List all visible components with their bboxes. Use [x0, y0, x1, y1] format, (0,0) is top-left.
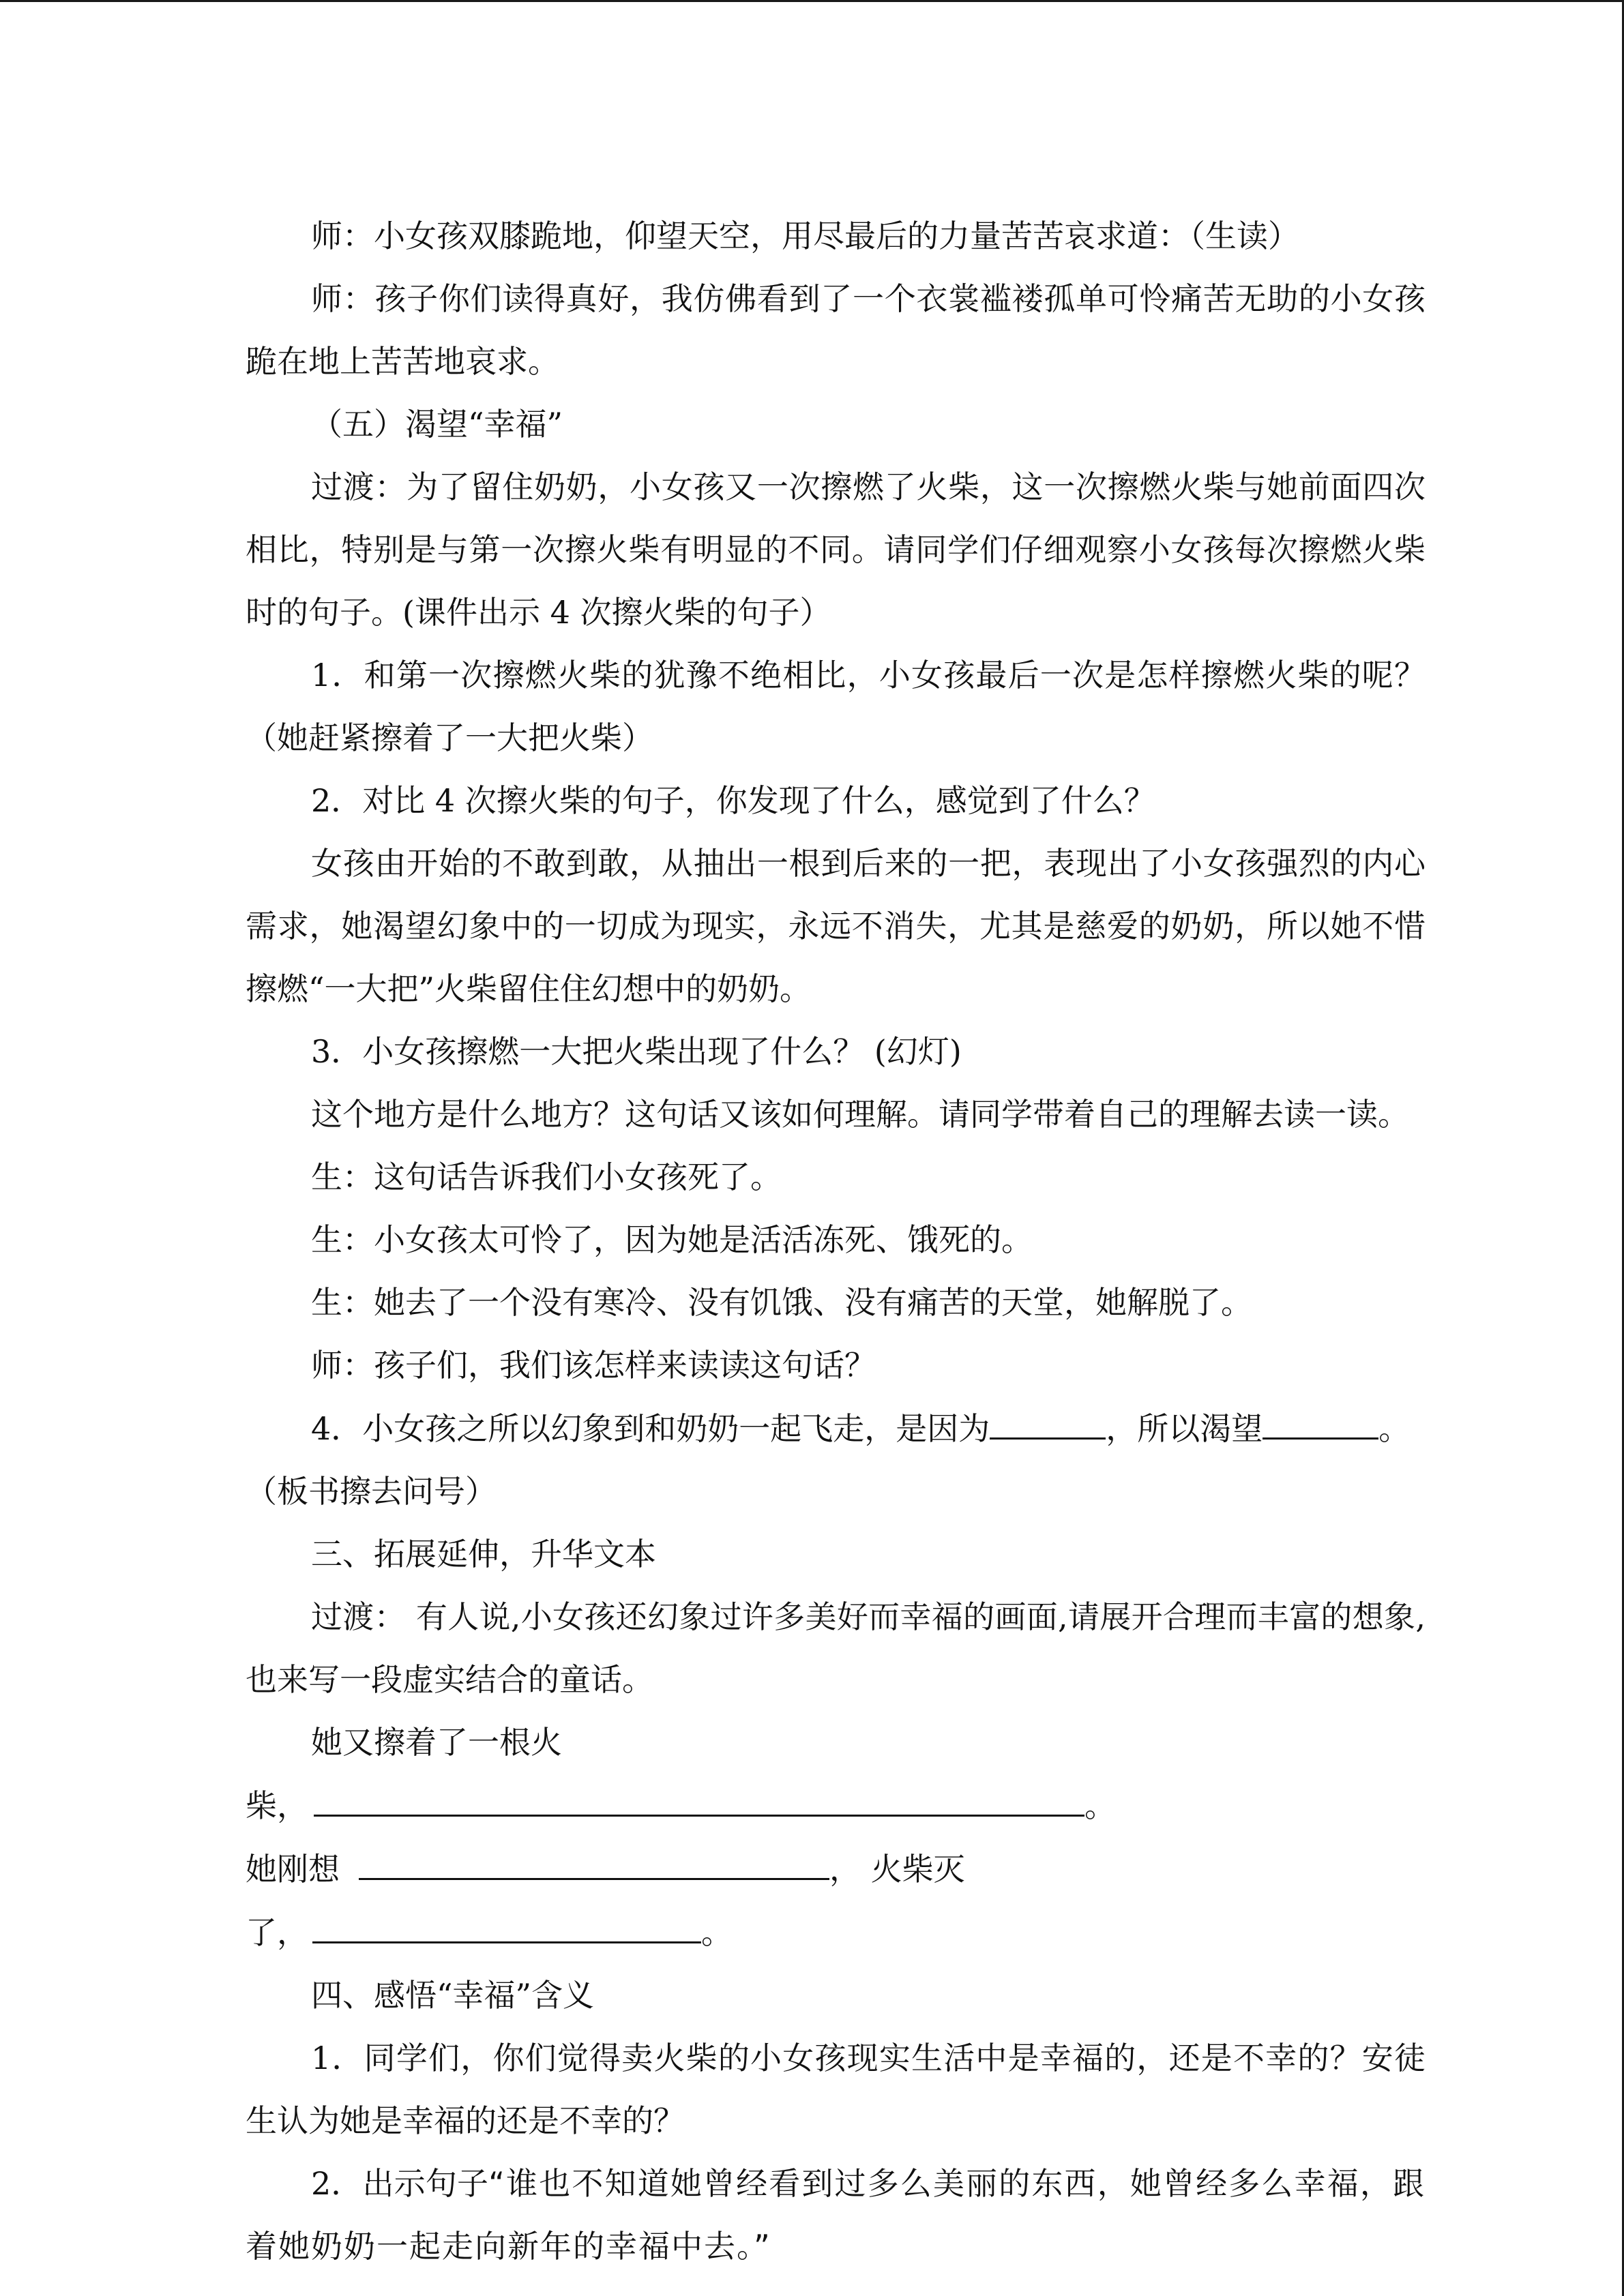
fill-blank-reason: [990, 1397, 1106, 1440]
document-body: [246, 205, 1426, 2278]
writing-line-1-text: 柴，: [246, 1787, 308, 1824]
student-answer-1: 生：这句话告诉我们小女孩死了。: [311, 1159, 782, 1195]
happiness-question-2-label: 2．出示句子: [311, 2165, 489, 2202]
question-3: 3．小女孩擦燃一大把火柴出现了什么？ (幻灯): [311, 1033, 962, 1070]
writing-line-1-end: 。: [1084, 1787, 1116, 1824]
board-note: （板书擦去问号）: [246, 1473, 497, 1510]
writing-blank-1: [314, 1774, 1084, 1817]
happiness-question-2: [246, 2152, 1426, 2278]
writing-line-2-text: 她刚想: [246, 1851, 340, 1888]
paragraph-teacher-praise: 师：孩子你们读得真好，我仿佛看到了一个衣裳褴褛孤单可怜痛苦无助的小女孩跪在地上苦苦地哀求。: [246, 280, 1426, 380]
paragraph-extension-transition: 过渡： 有人说,小女孩还幻象过许多美好而幸福的画面,请展开合理而丰富的想象,也来写一段虚实结合的童话。: [246, 1598, 1426, 1698]
paragraph-transition: 过渡：为了留住奶奶，小女孩又一次擦燃了火柴，这一次擦燃火柴与她前面四次相比，特别是与第一次擦火柴有明显的不同。请同学们仔细观察小女孩每次擦燃火柴时的句子。(课件出示 4 次擦火柴的句子）: [246, 468, 1426, 631]
paragraph-analysis: 女孩由开始的不敢到敢，从抽出一根到后来的一把，表现出了小女孩强烈的内心需求，她渴望幻象中的一切成为现实，永远不消失，尤其是慈爱的奶奶，所以她不惜擦燃“一大把”火柴留住住幻想中的奶奶。: [246, 845, 1426, 1007]
question-4-text: 4．小女孩之所以幻象到和奶奶一起飞走，是因为: [311, 1410, 990, 1447]
question-1: 1．和第一次擦燃火柴的犹豫不绝相比，小女孩最后一次是怎样擦燃火柴的呢？（她赶紧擦着了一大把火柴）: [246, 657, 1426, 756]
writing-prompt-start: 她又擦着了一根火: [311, 1724, 562, 1761]
section-heading-5: （五）渴望“幸福”: [311, 406, 563, 443]
happiness-question-1: 1．同学们，你们觉得卖火柴的小女孩现实生活中是幸福的，还是不幸的？安徒生认为她是幸福的还是不幸的？: [246, 2040, 1426, 2139]
paragraph-teacher-prompt: 师：小女孩双膝跪地，仰望天空，用尽最后的力量苦苦哀求道：（生读）: [311, 218, 1299, 254]
student-answer-2: 生：小女孩太可怜了，因为她是活活冻死、饿死的。: [311, 1221, 1033, 1258]
writing-line-2-end: ， 火柴灭: [829, 1851, 965, 1888]
question-4-end: 。: [1378, 1410, 1411, 1447]
question-4: [246, 1397, 1426, 1460]
writing-line-2: [246, 1837, 1426, 1900]
student-answer-3: 生：她去了一个没有寒冷、没有饥饿、没有痛苦的天堂，她解脱了。: [311, 1284, 1252, 1321]
writing-blank-3: [312, 1900, 701, 1943]
writing-line-3-end: 。: [701, 1914, 733, 1951]
quoted-sentence: “谁也不知道她曾经看到过多么美丽的东西，她曾经多么幸福，跟着她奶奶一起走向新年的幸福中去。”: [246, 2165, 1426, 2265]
section-heading-3: 三、拓展延伸，升华文本: [311, 1536, 656, 1572]
writing-line-3: [246, 1900, 1426, 1964]
writing-line-3-text: 了，: [246, 1914, 308, 1951]
question-4-mid: ，所以渴望: [1106, 1410, 1263, 1447]
question-2: 2．对比 4 次擦火柴的句子，你发现了什么，感觉到了什么？: [311, 782, 1155, 819]
teacher-question: 师：孩子们，我们该怎样来读读这句话？: [311, 1347, 876, 1384]
page-border-top: [0, 0, 1624, 2]
writing-blank-2: [359, 1837, 829, 1880]
fill-blank-desire: [1263, 1397, 1378, 1440]
section-heading-4: 四、感悟“幸福”含义: [311, 1977, 595, 2014]
writing-line-1: [246, 1774, 1426, 1837]
paragraph-reading-prompt: 这个地方是什么地方？这句话又该如何理解。请同学带着自己的理解去读一读。: [311, 1096, 1409, 1133]
